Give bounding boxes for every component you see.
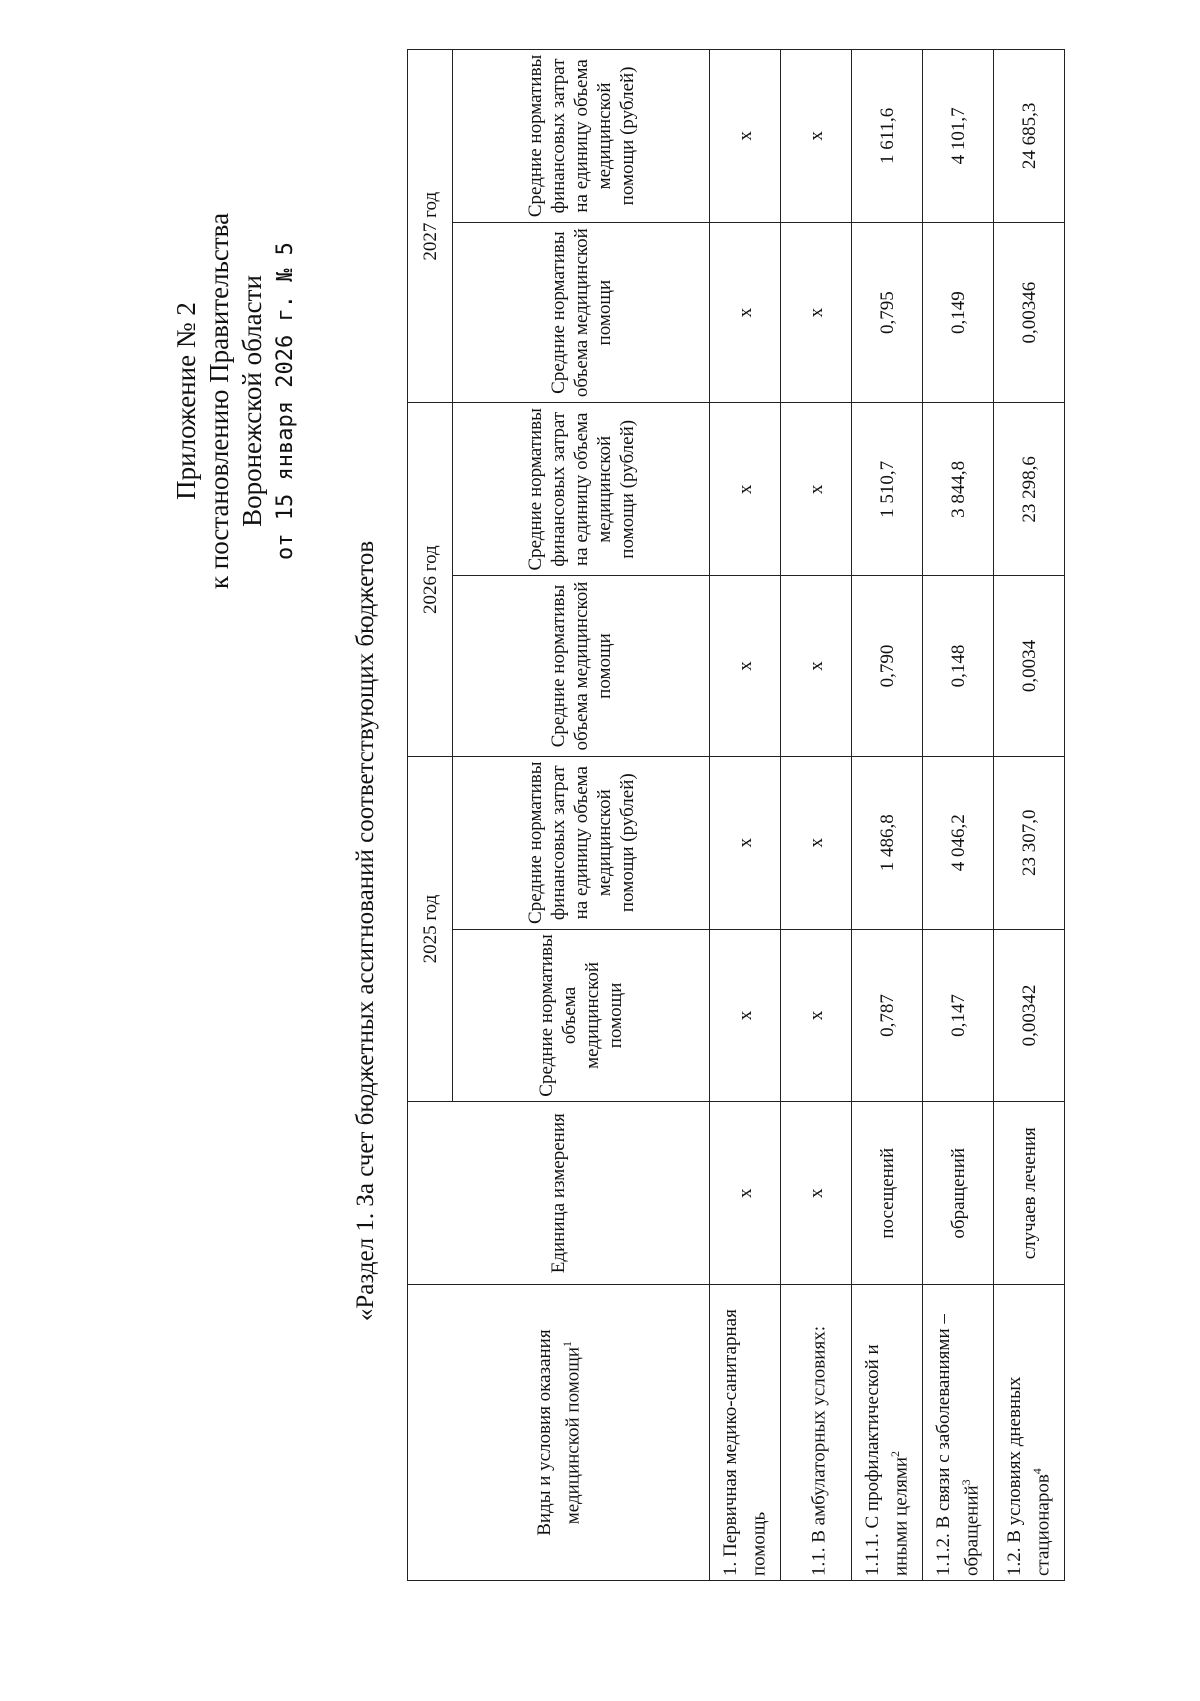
row-cost-2025: х [781, 756, 852, 929]
row-volume-2026: х [781, 576, 852, 757]
row-volume-2026: 0,148 [923, 576, 994, 757]
appendix-region: Воронежской области [237, 275, 267, 527]
col-header-cost-2027: Средние нормативы финансовых затрат на единицу объема медицинской помощи (рублей) [453, 50, 710, 223]
row-volume-2027: 0,00346 [994, 222, 1065, 403]
row-cost-2026: 1 510,7 [852, 403, 923, 576]
row-cost-2026: х [710, 403, 781, 576]
table-row [710, 50, 781, 1581]
col-header-unit: Единица измерения [408, 1102, 710, 1285]
row-cost-2027: 4 101,7 [923, 50, 994, 223]
row-type: 1.2. В условиях дневных стационаров$^4$ [994, 1285, 1065, 1581]
row-cost-2027: 1 611,6 [852, 50, 923, 223]
row-volume-2025: х [710, 929, 781, 1102]
row-volume-2025: х [781, 929, 852, 1102]
appendix-resolution: к постановлению Правительства [204, 212, 234, 590]
row-cost-2027: 24 685,3 [994, 50, 1065, 223]
row-type: 1.1.2. В связи с заболеваниями – обращений$^3$ [923, 1285, 994, 1581]
col-header-type: Виды и условия оказания медицинской помощи$^1$ [408, 1285, 710, 1581]
row-cost-2025: 4 046,2 [923, 756, 994, 929]
table-row [994, 50, 1065, 1581]
row-volume-2027: 0,795 [852, 222, 923, 403]
row-volume-2026: 0,0034 [994, 576, 1065, 757]
row-unit: х [781, 1102, 852, 1285]
col-header-volume-2025: Средние нормативы объема медицинской помощи [453, 929, 710, 1102]
col-header-year-2026: 2026 год [408, 403, 453, 756]
row-volume-2027: х [781, 222, 852, 403]
appendix-header [170, 121, 302, 681]
appendix-date: от 15 января 2026 г. № 5 [273, 242, 298, 560]
row-type: 1.1. В амбулаторных условиях: [781, 1285, 852, 1581]
col-header-volume-2026: Средние нормативы объема медицинской помощи [453, 576, 710, 757]
col-header-volume-2027: Средние нормативы объема медицинской помощи [453, 222, 710, 403]
row-unit: посещений [852, 1102, 923, 1285]
col-header-cost-2025: Средние нормативы финансовых затрат на единицу объема медицинской помощи (рублей) [453, 756, 710, 929]
row-cost-2026: 23 298,6 [994, 403, 1065, 576]
row-volume-2027: х [710, 222, 781, 403]
section-title: «Раздел 1. За счет бюджетных ассигнований соответствующих бюджетов [352, 540, 379, 1322]
row-cost-2026: х [781, 403, 852, 576]
row-volume-2027: 0,149 [923, 222, 994, 403]
row-volume-2026: 0,790 [852, 576, 923, 757]
col-header-cost-2026: Средние нормативы финансовых затрат на единицу объема медицинской помощи (рублей) [453, 403, 710, 576]
col-header-year-2025: 2025 год [408, 756, 453, 1101]
row-cost-2025: 23 307,0 [994, 756, 1065, 929]
row-unit: случаев лечения [994, 1102, 1065, 1285]
row-cost-2027: х [781, 50, 852, 223]
table-row [781, 50, 852, 1581]
row-volume-2025: 0,00342 [994, 929, 1065, 1102]
row-cost-2025: 1 486,8 [852, 756, 923, 929]
appendix-number: Приложение № 2 [171, 302, 201, 500]
row-cost-2025: х [710, 756, 781, 929]
standards-table [407, 49, 1065, 1581]
row-type: 1.1.1. С профилактической и иными целями$^2$ [852, 1285, 923, 1581]
row-volume-2026: х [710, 576, 781, 757]
row-unit: х [710, 1102, 781, 1285]
row-cost-2027: х [710, 50, 781, 223]
col-header-year-2027: 2027 год [408, 50, 453, 403]
table-row [923, 50, 994, 1581]
row-volume-2025: 0,787 [852, 929, 923, 1102]
row-unit: обращений [923, 1102, 994, 1285]
row-cost-2026: 3 844,8 [923, 403, 994, 576]
row-type: 1. Первичная медико-санитарная помощь [710, 1285, 781, 1581]
row-volume-2025: 0,147 [923, 929, 994, 1102]
table-row [852, 50, 923, 1581]
